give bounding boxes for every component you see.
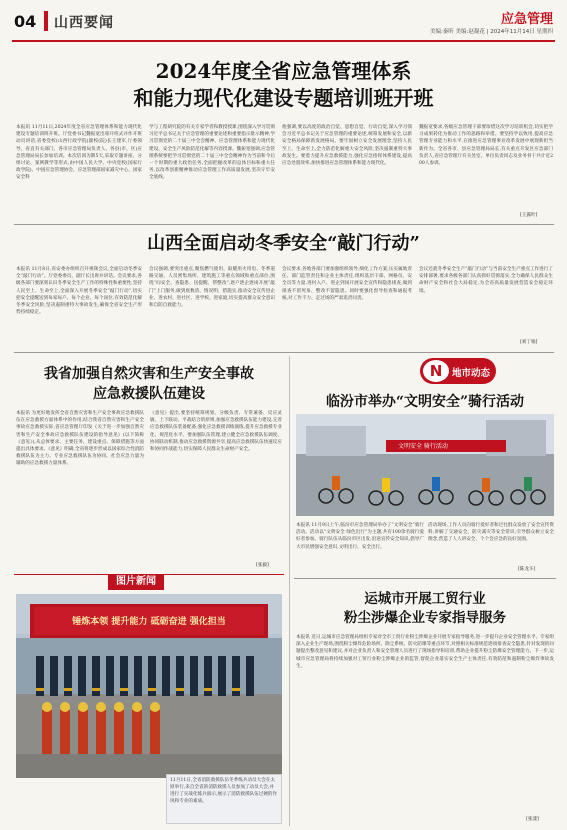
issue-info: 美编:秦昕 美编:赵凝花 | 2024年11月14日 星期四 — [429, 29, 553, 35]
article1-col4: 魏振宽要求,各级应急管理干部要珍惜这次学习培训机会,切实把学习成果转化为推动工作的思路和举措。要坚持学以致用,提高应急管理专业能力和水平,在推进应急管理事业改革发展中展现新担当新作为。全省各市、县应急管理局局长,有关重点开发区应急部门负责人,省应急管理厅有关处室、单位负责同志及业务骨干共计近200人参训。 — [419, 125, 553, 167]
article1-headline: 2024年度全省应急管理体系 和能力现代化建设专题培训班开班 — [133, 59, 434, 110]
article5-signature: [张漾] — [526, 817, 539, 822]
article4-col2: 活动现场,工作人员向骑行爱好者和过往群众发放了安全宣传资料,讲解了交通安全、防灾减灾等安全常识,引导群众树立安全理念,营造了人人讲安全、个个会应急的良好氛围。 — [428, 523, 554, 543]
article1-signature: [王露叶] — [520, 213, 538, 218]
page-number: 04 — [14, 12, 37, 31]
header-rule — [12, 40, 555, 42]
rubric-title: 应急管理 — [500, 12, 553, 27]
divider — [14, 224, 554, 225]
article4-col1: 本报讯 11月9日上午,临汾市应急管理局举办了“文明安全”骑行活动。活动以“文明安全 绿色出行”为主题,共有100余名骑行爱好者参加。骑行队伍从临汾市区出发,沿途宣传安全知识,倡导广大市民增强安全意识,文明出行、安全出行。 — [296, 523, 424, 550]
article1-col2: 学与工程研究院的有关专家学者和教授授课,围绕深入学习贯彻习近平总书记关于应急管理的重要论述和重要指示批示精神,学习贯彻党的二十届三中全会精神、应急管理体系和能力现代化建设、安全生产风险防范化解等内容授课。魏振宽强调,应急管理系统要把学习贯彻党的二十届三中全会精神作为当前和今后一个时期的重大政治任务,全面把握改革的总体目标和重大任务,以改革创新精神推动应急管理工作高质量发展,坚决守牢安全底线。 — [149, 125, 275, 181]
article3-signature: [张毅] — [256, 563, 269, 568]
article2-col4: 会议还就冬季安全生产“敲门行动”与当前安全生产重点工作进行了安排部署,要求各级各部门认真抓好贯彻落实,全力确保人民群众生命财产安全和社会大局稳定,为全省高质量发展营造安全稳定环境。 — [419, 267, 553, 294]
local-news-badge — [420, 358, 496, 384]
column-divider — [289, 356, 290, 826]
divider — [294, 578, 556, 579]
article3-col2: 《意见》提出,要坚持统筹规划、分级负责、专常兼备、反应灵敏、上下联动、平战结合的原则,加强应急救援队伍能力建设,完善应急救援队伍装备配备,强化应急救援训练演练,提升应急救援专业化、规范化水平。要加强队伍管理,建立健全应急救援队伍调度、协同联动机制,推动应急救援资源共享,提高应急救援队伍快速反应和协同作战能力,切实保障人民群众生命财产安全。 — [150, 411, 282, 453]
article2-col3: 会议要求,各地各部门要加强组织领导,细化工作方案,压实属地责任、部门监管责任和企业主体责任,组织基层干部、网格员、安全员等力量,进村入户、进企到岗开展安全宣传和隐患排查,做到排查不留死角、整改不留隐患。同时要强化督导检查和通报考核,对工作不力、走过场的严肃追责问责。 — [282, 267, 412, 301]
photo-banner-text: 锤炼本领 提升能力 砥砺奋进 强化担当 — [72, 617, 226, 627]
cycling-photo-illustration — [296, 414, 554, 516]
article5-body: 本报讯 近日,运城市应急管理局组织专家对全市工贸行业粉尘涉爆企业开展专家指导服务,进一步提升企业安全管理水平。专家组深入企业生产现场,围绕粉尘爆炸危险场所、除尘系统、防火防爆等重点环节,对照相关标准规范逐项排查安全隐患,针对发现的问题提出整改意见和建议,并对企业负责人和安全管理人员进行了现场指导和培训,帮助企业提升粉尘防爆安全管理能力。下一步,运城市应急管理局将持续加强对工贸行业粉尘涉爆企业的监管,督促企业落实安全生产主体责任,有效防范和遏制粉尘爆炸事故发生。 — [296, 635, 554, 669]
article2-signature: [刘丁娟] — [520, 340, 538, 345]
article4-signature: [陈龙斗] — [518, 567, 536, 572]
page-number-bar — [44, 11, 48, 31]
photo-news-image — [16, 594, 282, 778]
article3-headline: 我省加强自然灾害和生产安全事故 应急救援队伍建设 — [44, 366, 254, 402]
page-header — [0, 0, 567, 42]
badge-label: 地市动态 — [452, 368, 491, 379]
article2-headline: 山西全面启动冬季安全“敲门行动” — [147, 233, 420, 254]
photo-news-label: 图片新闻 — [108, 574, 164, 590]
photo-caption: 11月11日,全省消防救援队伍冬季练兵动员大会在太原举行,来自全省的消防救援人员参加了动员大会,并进行了实战化练兵演示,展示了消防救援队伍过硬的作风和专业的素质。 — [166, 774, 282, 824]
article1-col1: 本报讯 11月11日,2024年度全省应急管理体系和能力现代化建设专题培训班开班。厅党委书记魏振宽出席开班式并作开班动员讲话,省委党校(山西行政学院)副校(院)长王建军,厅委领导、省直有关部门、各市应急管理局负责人、各县(市、区)应急管理局局长参加培训。本次培训为期5天,采取专题讲座、分组讨论、案例教学等形式,由中国人民大学、中央党校(国家行政学院)、中国应急管理协会、应急管理部国家减灾中心、国家安全科 — [16, 125, 142, 181]
article2-col2: 会议强调,要突出重点,聚焦燃气使用、取暖用火用电、冬季道路交通、人员密集场所、建筑施工等重点领域和重点部位,围绕“问安全、查隐患、送提醒、帮整改”,逐户逐企逐岗开展“敲门”上门服务,做到底数清、情况明、措施实,推动安全宣传进企业、进农村、进社区、进学校、进家庭,切实提高群众安全意识和自防自救能力。 — [149, 267, 275, 309]
divider — [14, 352, 554, 353]
article4-headline: 临汾市举办“文明安全”骑行活动 — [325, 394, 525, 410]
section-title: 山西要闻 — [54, 15, 114, 31]
article3-col1: 本报讯 为更好地发挥全省自然灾害和生产安全事故应急救援队伍在应急救援方面体系中的作用,结合我省自然灾害和生产安全事故应急救援实际,省应急管理厅印发《关于进一步加强自然灾害和生产安全事故应急救援队伍建设的指导意见》(以下简称《意见》),从总体要求、主要任务、建设重点、保障措施等方面提出具体要求。《意见》明确,全省将逐步形成以国家综合性消防救援队伍为主力、专业应急救援队伍为协同、社会应急力量为辅助的应急救援力量体系。 — [16, 411, 144, 467]
article2-col1: 本报讯 11月8日,省安委办组织召开视频会议,全面启动冬季安全“敲门行动”。厅党委委员、副厅长出席并讲话。会议要求,各级各部门要深刻认识冬季安全生产工作的特殊性和重要性,坚持人民至上、生命至上,全面深入开展冬季安全“敲门行动”,切实把安全提醒送到每家每户、每个企业、每个岗位,有效防范化解冬季安全风险,坚决遏制重特大事故发生,确保全省安全生产形势持续稳定。 — [16, 267, 142, 316]
cycling-photo-banner: 文明安全 骑行活动 — [398, 443, 448, 450]
news-n-icon: N — [423, 360, 449, 382]
cycling-photo — [296, 414, 554, 516]
article1-col3: 他强调,要以高度的政治自觉、思想自觉、行动自觉,深入学习领会习近平总书记关于应急管理的重要论述,统筹发展和安全,以新安全格局保障新发展格局。要牢固树立安全发展理念,坚持人民至上、生命至上,全力防范化解重大安全风险,坚决遏制重特大事故发生。要着力提升应急救援能力,强化应急指挥体系建设,提高应急处置效率,加快推进应急管理体系和能力现代化。 — [282, 125, 412, 167]
article5-headline: 运城市开展工贸行业 粉尘涉爆企业专家指导服务 — [344, 591, 506, 626]
